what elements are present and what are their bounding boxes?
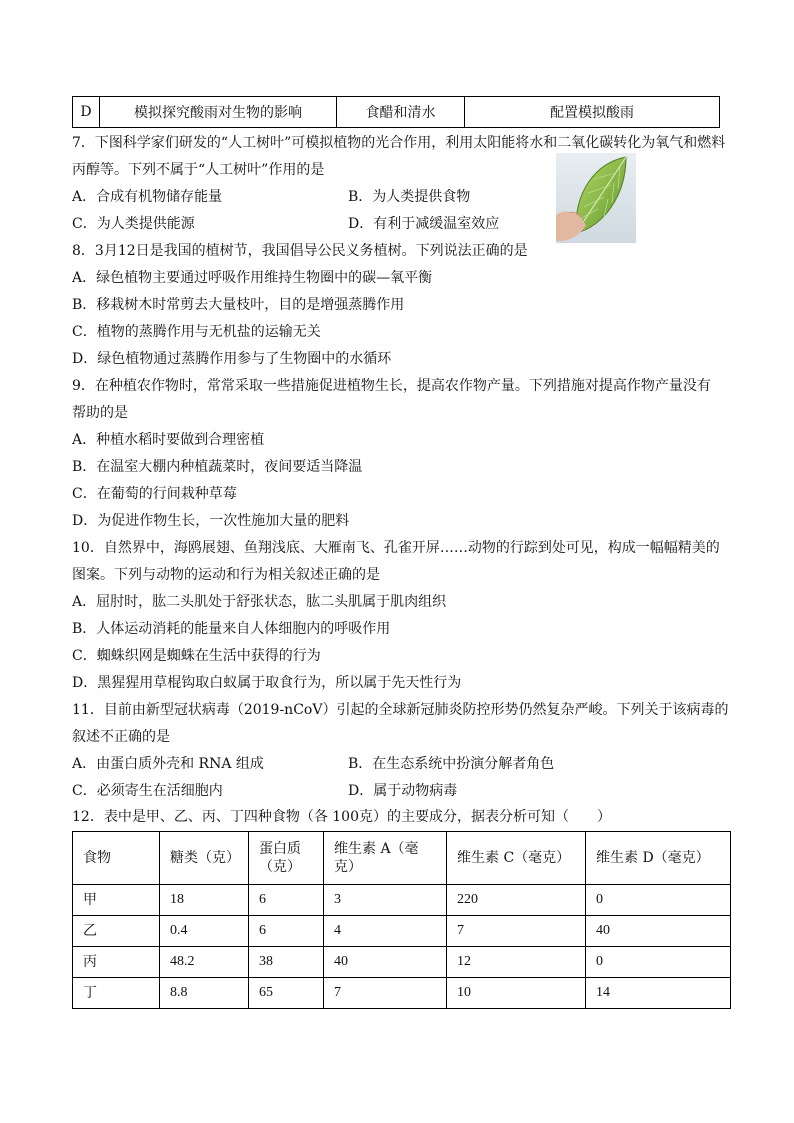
table-row [73, 885, 731, 916]
q7-option-c: C．为人类提供能源 [72, 216, 195, 232]
table-cell: 0 [586, 947, 731, 978]
table-row [73, 947, 731, 978]
q9-option-a: A．种植水稻时要做到合理密植 [72, 432, 265, 448]
q12-stem: 12．表中是甲、乙、丙、丁四种食物（各 100克）的主要成分，据表分析可知（ ） [72, 809, 611, 825]
table-cell: 0.4 [160, 916, 249, 947]
table-cell: 食醋和清水 [337, 97, 465, 128]
column-header: 维生素 D（毫克） [586, 832, 731, 885]
q11-stem-line-2: 叙述不正确的是 [72, 729, 170, 745]
column-header: 维生素 C（毫克） [447, 832, 586, 885]
table-row [73, 978, 731, 1009]
q8-stem: 8．3月12日是我国的植树节，我国倡导公民义务植树。下列说法正确的是 [72, 243, 528, 259]
q10-option-b: B．人体运动消耗的能量来自人体细胞内的呼吸作用 [72, 621, 391, 637]
q10-option-a: A．屈肘时，肱二头肌处于舒张状态，肱二头肌属于肌肉组织 [72, 594, 447, 610]
q9-option-d: D．为促进作物生长，一次性施加大量的肥料 [72, 513, 350, 529]
table-cell: 甲 [73, 885, 160, 916]
table-cell: 配置模拟酸雨 [465, 97, 720, 128]
q8-option-a: A．绿色植物主要通过呼吸作用维持生物圈中的碳—氧平衡 [72, 270, 433, 286]
column-header: 糖类（克） [160, 832, 249, 885]
q7-option-d: D．有利于减缓温室效应 [348, 216, 500, 232]
table-cell: 10 [447, 978, 586, 1009]
q10-option-c: C．蜘蛛织网是蜘蛛在生活中获得的行为 [72, 648, 321, 664]
q10-option-d: D．黑猩猩用草棍钩取白蚁属于取食行为，所以属于先天性行为 [72, 675, 462, 691]
q8-option-d: D．绿色植物通过蒸腾作用参与了生物圈中的水循环 [72, 351, 392, 367]
table-cell: 3 [324, 885, 447, 916]
table-cell: 丁 [73, 978, 160, 1009]
table-cell: 6 [249, 885, 324, 916]
table-cell: 38 [249, 947, 324, 978]
q9-stem-line-2: 帮助的是 [72, 405, 128, 421]
nutrition-table [72, 831, 731, 1009]
q9-option-c: C．在葡萄的行间栽种草莓 [72, 486, 237, 502]
table-cell: 7 [447, 916, 586, 947]
table-row [73, 916, 731, 947]
table-cell: 4 [324, 916, 447, 947]
table-cell: 14 [586, 978, 731, 1009]
table-cell: 12 [447, 947, 586, 978]
table-cell: 65 [249, 978, 324, 1009]
q11-stem-line-1: 11．目前由新型冠状病毒（2019-nCoV）引起的全球新冠肺炎防控形势仍然复杂严峻。下列关于该病毒的 [72, 702, 729, 718]
q11-option-b: B．在生态系统中扮演分解者角色 [348, 756, 555, 772]
q9-stem-line-1: 9．在种植农作物时，常常采取一些措施促进植物生长，提高农作物产量。下列措施对提高作物产量没有 [72, 378, 711, 394]
table-cell: D [73, 97, 100, 128]
table-cell: 6 [249, 916, 324, 947]
q7-option-b: B．为人类提供食物 [348, 189, 471, 205]
artificial-leaf-image [556, 153, 636, 243]
q11-option-a: A．由蛋白质外壳和 RNA 组成 [72, 756, 264, 772]
table-header-row [73, 832, 731, 885]
column-header: 食物 [73, 832, 160, 885]
table-cell: 40 [586, 916, 731, 947]
column-header: 蛋白质（克） [249, 832, 324, 885]
table-cell: 8.8 [160, 978, 249, 1009]
table-row [73, 97, 720, 128]
table-cell: 0 [586, 885, 731, 916]
q11-option-d: D．属于动物病毒 [348, 783, 458, 799]
q8-option-b: B．移栽树木时常剪去大量枝叶，目的是增强蒸腾作用 [72, 297, 405, 313]
table-cell: 模拟探究酸雨对生物的影响 [100, 97, 337, 128]
table-cell: 220 [447, 885, 586, 916]
q7-stem-line-1: 7．下图科学家们研发的“人工树叶”可模拟植物的光合作用，利用太阳能将水和二氧化碳转化为氧气和燃料 [72, 135, 726, 151]
q9-option-b: B．在温室大棚内种植蔬菜时，夜间要适当降温 [72, 459, 363, 475]
column-header: 维生素 A（毫克） [324, 832, 447, 885]
table-cell: 48.2 [160, 947, 249, 978]
table-cell: 18 [160, 885, 249, 916]
q7-option-a: A．合成有机物储存能量 [72, 189, 223, 205]
q11-option-c: C．必须寄生在活细胞内 [72, 783, 223, 799]
q8-option-c: C．植物的蒸腾作用与无机盐的运输无关 [72, 324, 321, 340]
table-cell: 7 [324, 978, 447, 1009]
q10-stem-line-2: 图案。下列与动物的运动和行为相关叙述正确的是 [72, 567, 380, 583]
table-cell: 丙 [73, 947, 160, 978]
q10-stem-line-1: 10．自然界中，海鸥展翅、鱼翔浅底、大雁南飞、孔雀开屏……动物的行踪到处可见，构成一幅幅精美的 [72, 540, 720, 556]
experiment-table [72, 96, 720, 128]
table-cell: 40 [324, 947, 447, 978]
q7-stem-line-2: 丙醇等。下列不属于“人工树叶”作用的是 [72, 162, 325, 178]
table-cell: 乙 [73, 916, 160, 947]
